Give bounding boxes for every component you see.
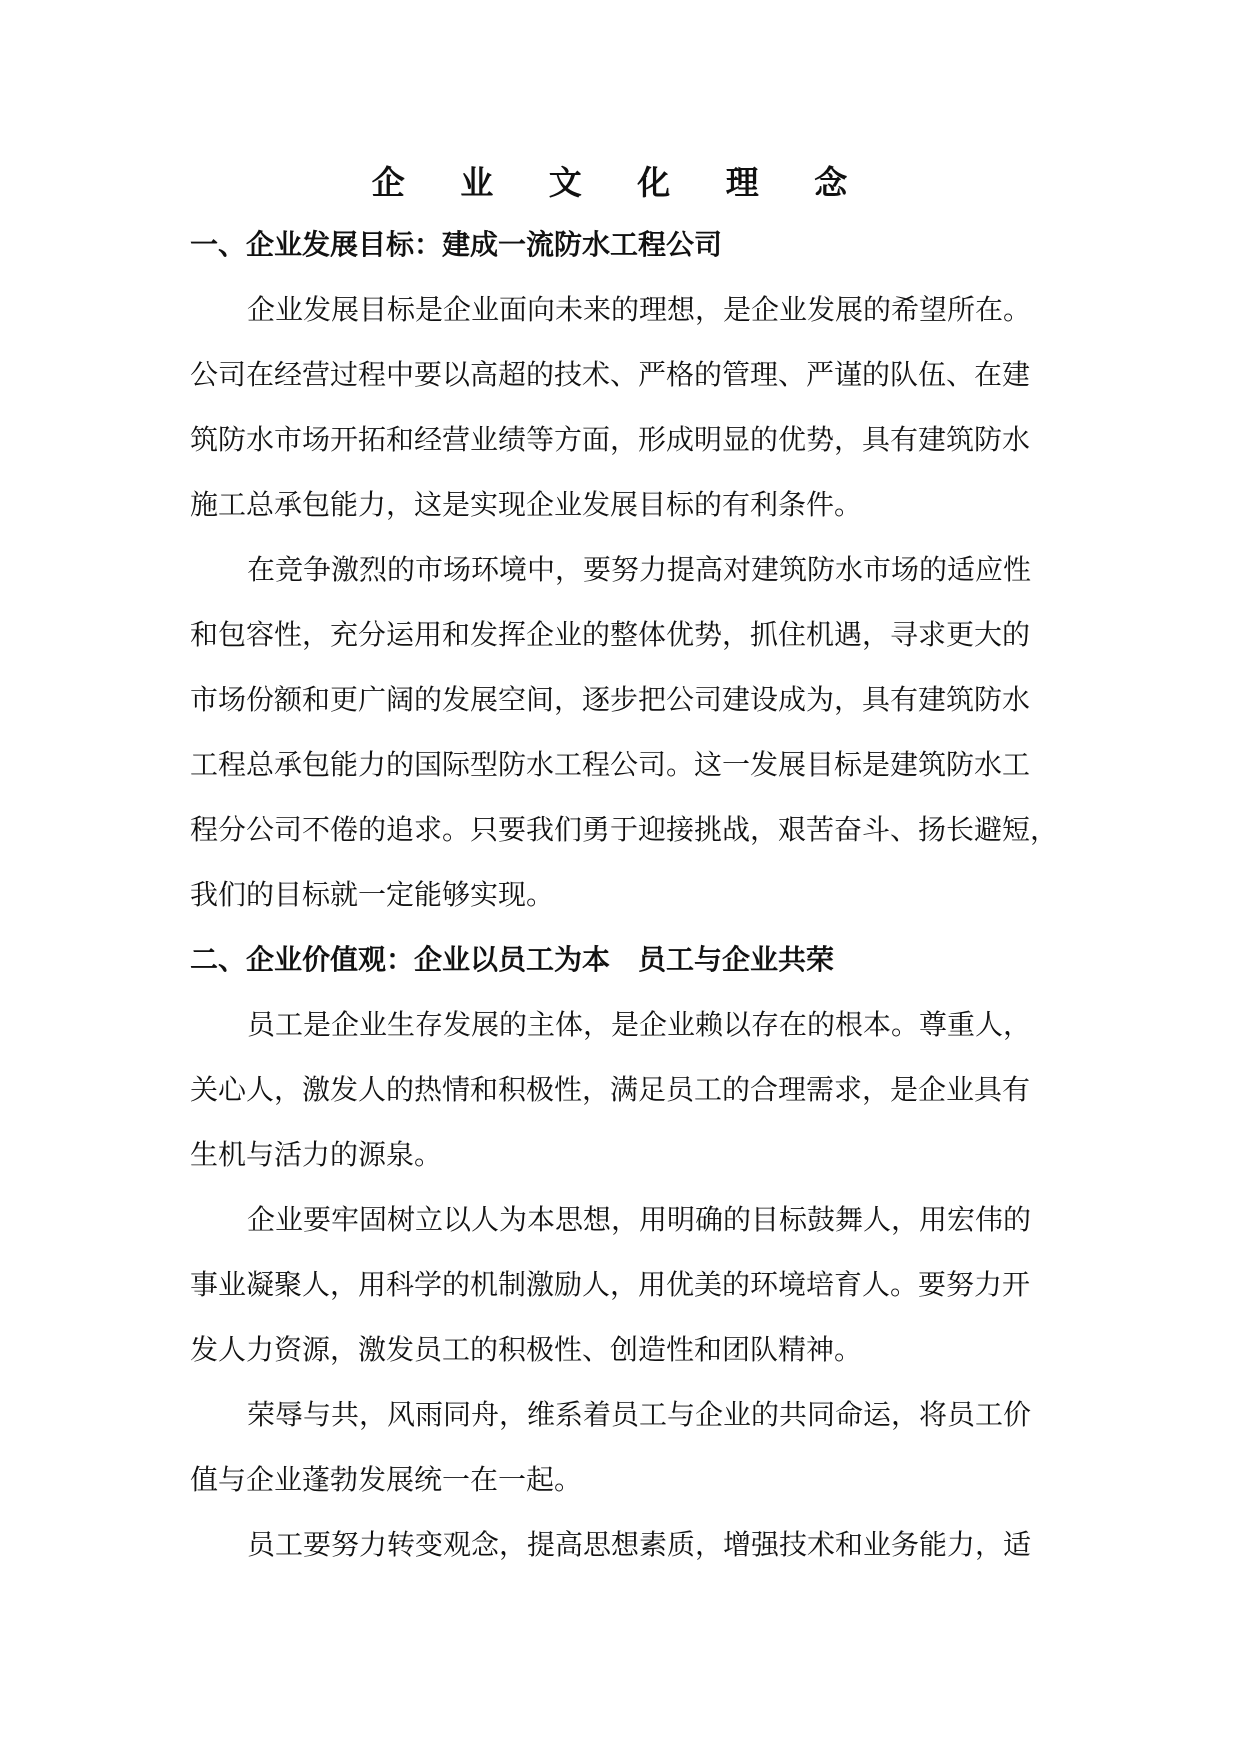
paragraph-line: 事业凝聚人，用科学的机制激励人，用优美的环境培育人。要努力开 (190, 1268, 1031, 1301)
section-2-heading: 二、企业价值观：企业以员工为本 员工与企业共荣 (190, 943, 835, 976)
paragraph-line: 员工要努力转变观念，提高思想素质，增强技术和业务能力，适 (247, 1528, 1032, 1561)
paragraph-line: 市场份额和更广阔的发展空间，逐步把公司建设成为，具有建筑防水 (190, 683, 1031, 716)
section-1-heading: 一、企业发展目标：建成一流防水工程公司 (190, 228, 723, 261)
paragraph-line: 筑防水市场开拓和经营业绩等方面，形成明显的优势，具有建筑防水 (190, 423, 1031, 456)
paragraph-line: 在竞争激烈的市场环境中，要努力提高对建筑防水市场的适应性 (247, 553, 1032, 586)
paragraph-line: 值与企业蓬勃发展统一在一起。 (190, 1463, 583, 1496)
paragraph-line: 施工总承包能力，这是实现企业发展目标的有利条件。 (190, 488, 863, 521)
paragraph-line: 生机与活力的源泉。 (190, 1138, 443, 1171)
paragraph-line: 程分公司不倦的追求。只要我们勇于迎接挑战，艰苦奋斗、扬长避短， (190, 813, 1059, 846)
paragraph-line: 工程总承包能力的国际型防水工程公司。这一发展目标是建筑防水工 (190, 748, 1031, 781)
paragraph-line: 关心人，激发人的热情和积极性，满足员工的合理需求，是企业具有 (190, 1073, 1031, 1106)
paragraph-line: 公司在经营过程中要以高超的技术、严格的管理、严谨的队伍、在建 (190, 358, 1031, 391)
paragraph-line: 企业要牢固树立以人为本思想，用明确的目标鼓舞人，用宏伟的 (247, 1203, 1032, 1236)
paragraph-line: 我们的目标就一定能够实现。 (190, 878, 555, 911)
paragraph-line: 和包容性，充分运用和发挥企业的整体优势，抓住机遇，寻求更大的 (190, 618, 1031, 651)
paragraph-line: 荣辱与共，风雨同舟，维系着员工与企业的共同命运，将员工价 (247, 1398, 1032, 1431)
paragraph-line: 企业发展目标是企业面向未来的理想，是企业发展的希望所在。 (247, 293, 1032, 326)
document-title: 企 业 文 化 理 念 (371, 163, 870, 202)
paragraph-line: 发人力资源，激发员工的积极性、创造性和团队精神。 (190, 1333, 863, 1366)
paragraph-line: 员工是企业生存发展的主体，是企业赖以存在的根本。尊重人， (247, 1008, 1032, 1041)
